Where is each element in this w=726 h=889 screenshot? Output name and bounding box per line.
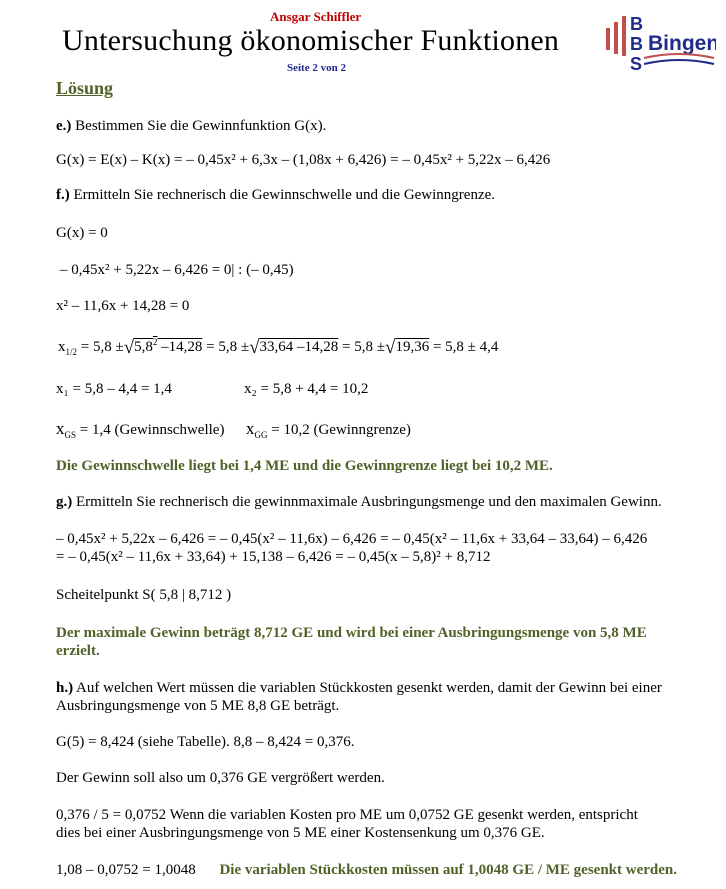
logo-letter-b1: B (630, 14, 643, 34)
vertex: Scheitelpunkt S( 5,8 | 8,712 ) (56, 587, 232, 603)
logo-letter-s: S (630, 54, 643, 72)
author-name: Ansgar Schiffler (270, 9, 362, 24)
final-line (56, 862, 677, 879)
pq-part2: = 5,8 ± (206, 339, 250, 355)
pq-lhs-sub: 1/2 (65, 347, 78, 357)
pq-r1: 5,8 (134, 339, 153, 355)
answer-f: Die Gewinnschwelle liegt bei 1,4 ME und die Gewinngrenze liegt bei 10,2 ME. (56, 458, 553, 474)
question-e-text: Bestimmen Sie die Gewinnfunktion G(x). (75, 118, 327, 134)
final-calc: 1,08 – 0,0752 = 1,0048 (56, 862, 196, 878)
question-g-label: g.) (56, 494, 73, 510)
xgs-symbol: x (56, 419, 65, 438)
equation-e: G(x) = E(x) – K(x) = – 0,45x² + 6,3x – (1,08x + 6,426) = – 0,45x² + 5,22x – 6,426 (56, 152, 551, 168)
question-g (56, 494, 662, 511)
question-e-label: e.) (56, 118, 72, 134)
page-number: Seite 2 von 2 (287, 62, 346, 74)
question-h-label: h.) (56, 680, 74, 696)
question-f-label: f.) (56, 187, 70, 203)
equation-g2: = – 0,45(x² – 11,6x + 33,64) + 15,138 – 6,426 = – 0,45(x – 5,8)² + 8,712 (56, 549, 491, 565)
question-g-text: Ermitteln Sie rechnerisch die gewinnmaximale Ausbringungsmenge und den maximalen Gewinn. (76, 494, 662, 510)
x1-result: x₁ = 5,8 – 4,4 = 1,4 (56, 381, 172, 397)
text-h2: 0,376 / 5 = 0,0752 Wenn die variablen Kosten pro ME um 0,0752 GE gesenkt werden, entspricht (56, 807, 638, 823)
pq-radicand-2: 33,64 –14,28 (259, 339, 339, 355)
pq-part1: = 5,8 ± (80, 339, 124, 355)
xgg-text: = 10,2 (Gewinngrenze) (267, 422, 411, 438)
logo-graphic (604, 10, 716, 72)
question-h-line2: Ausbringungsmenge von 5 ME 8,8 GE beträgt. (56, 698, 340, 714)
question-e (56, 118, 326, 135)
question-h-line1 (56, 680, 662, 697)
pq-formula (58, 337, 498, 359)
answer-h: Die variablen Stückkosten müssen auf 1,0048 GE / ME gesenkt werden. (219, 862, 677, 878)
text-h1: Der Gewinn soll also um 0,376 GE vergrößert werden. (56, 770, 385, 786)
xgg-result (246, 419, 411, 440)
equation-f3: x² – 11,6x + 14,28 = 0 (56, 298, 190, 314)
sqrt-icon: √ (385, 337, 396, 358)
pq-r1-rest: –14,28 (157, 339, 203, 355)
pq-radicand-1 (134, 339, 202, 355)
question-h-text1: Auf welchen Wert müssen die variablen Stückkosten gesenkt werden, damit der Gewinn bei einer (76, 680, 662, 696)
pq-radicand-3: 19,36 (395, 339, 430, 355)
question-f (56, 187, 495, 204)
bbs-bingen-logo (604, 10, 716, 72)
xgg-sub: GG (254, 430, 268, 440)
pq-part3: = 5,8 ± (342, 339, 385, 355)
logo-text: Bingen (648, 32, 716, 55)
xgs-result (56, 419, 224, 440)
logo-letter-b2: B (630, 34, 643, 54)
equation-g1: – 0,45x² + 5,22x – 6,426 = – 0,45(x² – 11,6x) – 6,426 = – 0,45(x² – 11,6x + 33,64 – 33,64) – 6,426 (56, 531, 648, 547)
section-title: Lösung (56, 78, 114, 98)
pq-r1-exp: 2 (152, 337, 158, 347)
pq-part4: = 5,8 ± 4,4 (432, 339, 499, 355)
equation-f2: – 0,45x² + 5,22x – 6,426 = 0| : (– 0,45) (60, 262, 294, 278)
answer-g-line2: erzielt. (56, 643, 100, 659)
equation-h1: G(5) = 8,424 (siehe Tabelle). 8,8 – 8,424 = 0,376. (56, 734, 355, 750)
xgg-symbol: x (246, 419, 255, 438)
equation-f1: G(x) = 0 (56, 225, 108, 241)
answer-g-line1: Der maximale Gewinn beträgt 8,712 GE und wird bei einer Ausbringungsmenge von 5,8 ME (56, 625, 647, 641)
x2-result: x₂ = 5,8 + 4,4 = 10,2 (244, 381, 369, 397)
question-f-text: Ermitteln Sie rechnerisch die Gewinnschwelle und die Gewinngrenze. (73, 187, 496, 203)
pq-lhs: x (58, 339, 66, 355)
sqrt-icon: √ (123, 337, 135, 358)
text-h3: dies bei einer Ausbringungsmenge von 5 ME einer Kostensenkung um 0,376 GE. (56, 825, 545, 841)
xgs-text: = 1,4 (Gewinnschwelle) (76, 422, 225, 438)
xgs-sub: GS (64, 430, 77, 440)
sqrt-icon: √ (249, 337, 260, 358)
page-title: Untersuchung ökonomischer Funktionen (62, 24, 560, 57)
